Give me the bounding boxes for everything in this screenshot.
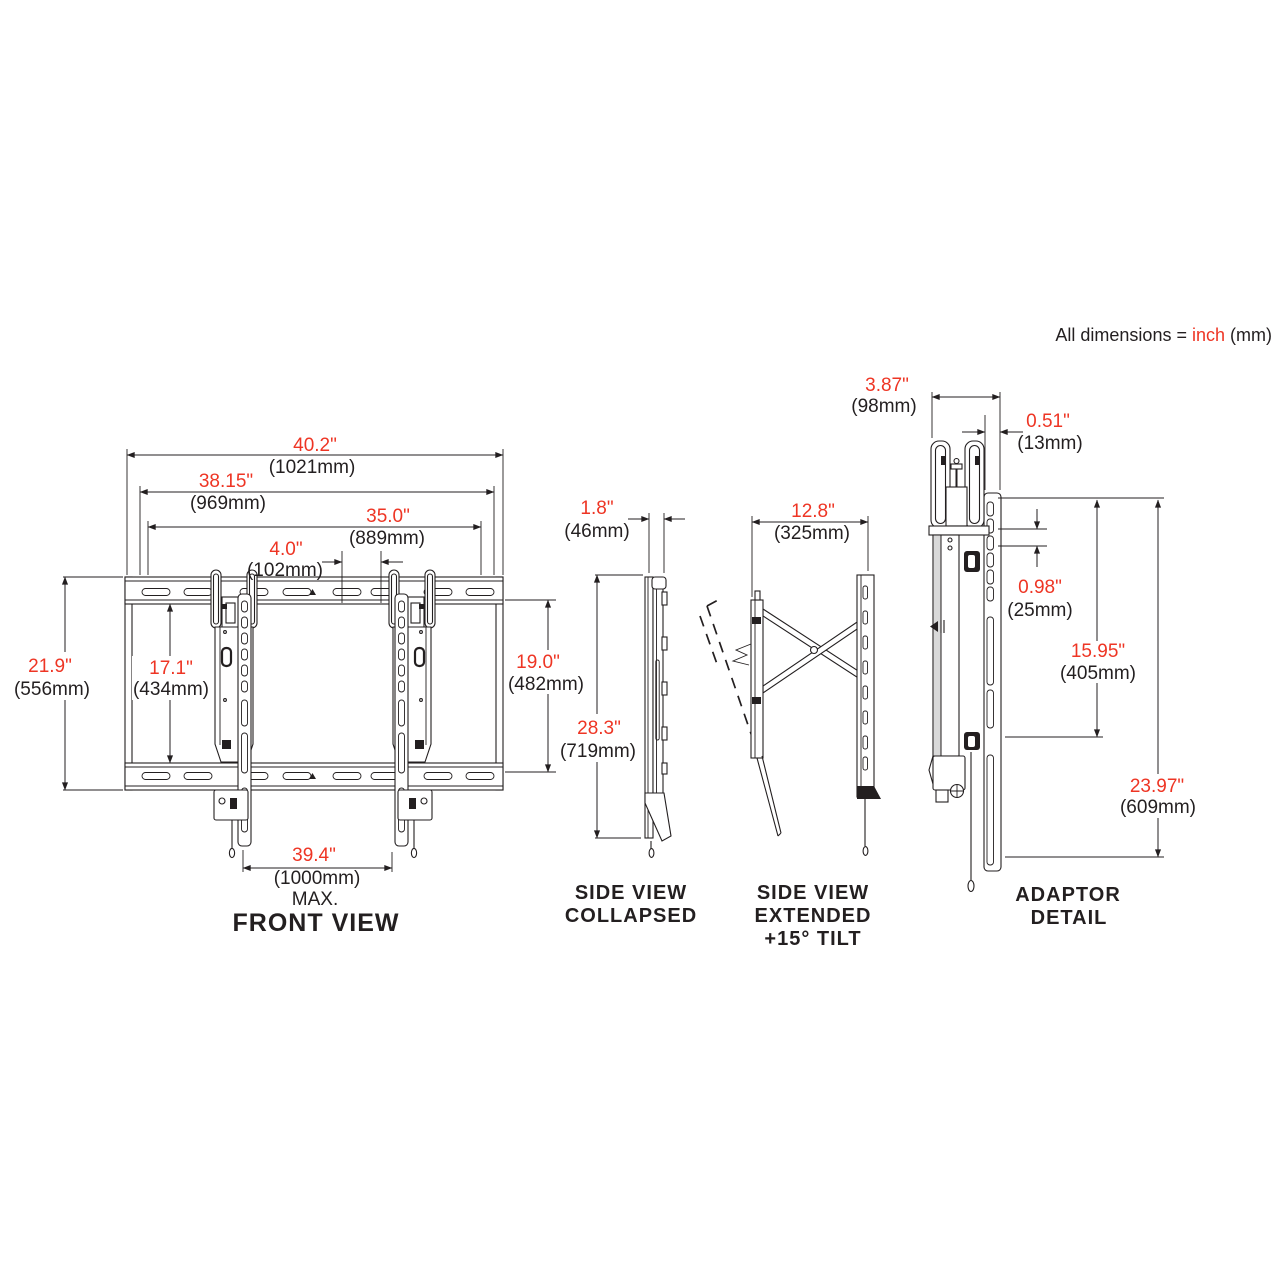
kickstand [757,756,781,836]
front-right-member [496,577,503,790]
dim-collapsed-height-mm: (719mm) [559,741,637,762]
dim-front-max-span [243,845,392,910]
front-view [6,435,588,937]
dim-front-inner-height-mm: (434mm) [132,679,210,700]
dim-front-hole-spacing-mm: (102mm) [246,560,324,581]
side-view-collapsed-label-2: COLLAPSED [564,905,698,927]
side-view-collapsed [560,498,697,927]
adaptor-lower-latch [929,752,974,892]
dim-collapsed-depth-in: 1.8" [580,498,614,519]
front-right-bracket [389,570,435,858]
dim-front-max-span-in: 39.4" [292,845,336,866]
dim-front-hole-spacing-in: 4.0" [269,539,303,560]
dim-front-overall-width-mm: (1021mm) [268,457,356,478]
dim-front-overall-width-in: 40.2" [293,435,337,456]
units-note [1055,325,1272,345]
units-note-suffix: (mm) [1225,325,1272,345]
dim-adaptor-rail-thickness-mm: (13mm) [1017,433,1083,454]
side-view-extended-label-2: EXTENDED [754,905,872,927]
adaptor-pull-cord [968,881,974,892]
front-left-bracket [211,570,257,858]
side-view-collapsed-label-1: SIDE VIEW [574,882,688,904]
dim-front-overall-width [127,435,503,575]
collapsed-pull-cord [649,849,654,858]
dim-collapsed-depth [564,498,685,573]
front-view-label: FRONT VIEW [232,909,400,937]
dim-adaptor-rail-thickness-in: 0.51" [1026,411,1070,432]
adaptor-hooks [929,441,989,535]
side-view-extended-label-3: +15° TILT [764,928,862,950]
dim-front-outer-hole-width-mm: (969mm) [189,493,267,514]
dim-adaptor-slot-pitch-mm: (25mm) [1007,600,1073,621]
tilt-dashed-plate [707,606,758,754]
units-note-unit: inch [1191,325,1226,345]
dim-front-max-span-qualifier: MAX. [291,889,339,910]
dim-adaptor-upper-height-in: 15.95" [1070,641,1126,662]
adaptor-detail [851,375,1202,929]
dim-front-hole-height-in: 19.0" [516,652,560,673]
dim-front-vesa-width-mm: (889mm) [348,528,426,549]
adaptor-detail-label-2: DETAIL [1030,907,1108,929]
dim-adaptor-overall-height-mm: (609mm) [1119,797,1197,818]
dim-front-max-span-mm: (1000mm) [273,868,361,889]
dim-front-hole-height-mm: (482mm) [507,674,585,695]
dim-collapsed-depth-mm: (46mm) [564,521,630,542]
side-view-extended-label-1: SIDE VIEW [756,882,870,904]
extended-rail-clip [857,786,881,799]
dim-adaptor-hook-depth-mm: (98mm) [851,396,917,417]
side-view-extended-drawing [700,575,881,855]
dim-adaptor-slot-pitch [998,509,1073,621]
scissor-pivot [811,647,818,654]
front-left-member [125,577,132,790]
dim-extended-depth-in: 12.8" [791,501,835,522]
tilt-latch [733,644,751,665]
dim-adaptor-overall-height-in: 23.97" [1129,776,1185,797]
dim-collapsed-height [560,575,643,838]
dim-front-inner-height-in: 17.1" [149,658,193,679]
dim-collapsed-height-in: 28.3" [577,718,621,739]
adaptor-detail-drawing [929,441,1001,892]
dim-front-vesa-width-in: 35.0" [366,506,410,527]
front-bottom-rail [125,763,503,790]
dim-front-overall-height-mm: (556mm) [13,679,91,700]
dim-front-outer-hole-width-in: 38.15" [198,471,254,492]
adaptor-bar [930,535,980,756]
dim-front-overall-height-in: 21.9" [28,656,72,677]
dim-extended-depth [752,501,868,597]
dim-adaptor-slot-pitch-in: 0.98" [1018,577,1062,598]
front-view-drawing [125,570,503,858]
dim-adaptor-hook-depth-in: 3.87" [865,375,909,396]
side-view-extended [700,501,881,950]
dim-front-inner-height [132,604,210,763]
extended-pull-cord [863,847,868,856]
scissor-arm-lower [763,616,866,693]
units-note-prefix: All dimensions = [1055,325,1192,345]
adaptor-detail-label-1: ADAPTOR [1015,884,1121,906]
dim-front-overall-height [6,577,123,790]
dim-extended-depth-mm: (325mm) [773,523,851,544]
side-view-collapsed-drawing [645,577,671,857]
front-top-rail [125,577,503,604]
dim-adaptor-upper-height-mm: (405mm) [1059,663,1137,684]
